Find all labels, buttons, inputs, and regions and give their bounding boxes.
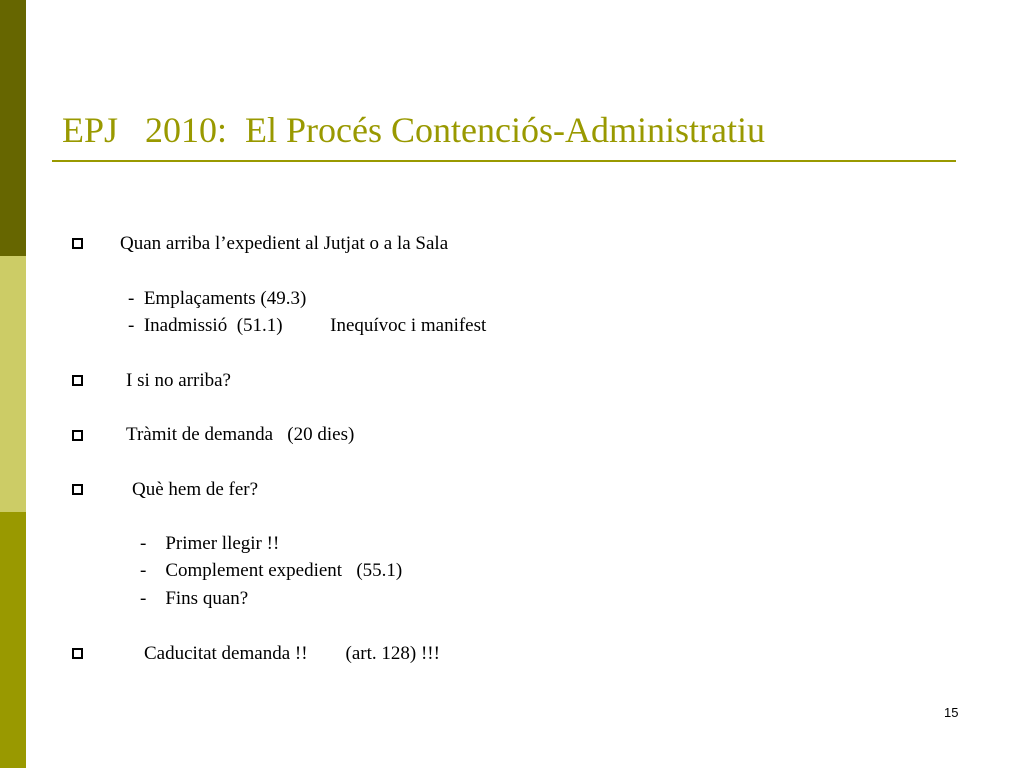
bullet-text: I si no arriba?: [126, 370, 231, 391]
bullet-square-icon: [72, 484, 83, 495]
bullet-square-icon: [72, 430, 83, 441]
bullet-text: Quan arriba l’expedient al Jutjat o a la Sala: [120, 233, 449, 254]
decorative-stripe-light: [0, 256, 26, 512]
bullet-text: Tràmit de demanda (20 dies): [126, 424, 355, 445]
slide-title: EPJ 2010: El Procés Contenciós-Administratiu: [62, 110, 765, 150]
page-number: 15: [944, 705, 959, 720]
decorative-stripe-olive: [0, 512, 26, 768]
bullet-text: Caducitat demanda !! (art. 128) !!!: [144, 643, 440, 664]
sub-item: - Primer llegir !!: [140, 533, 280, 554]
sub-item: - Complement expedient (55.1): [140, 560, 403, 581]
bullet-text: Què hem de fer?: [132, 479, 259, 500]
bullet-square-icon: [72, 375, 83, 386]
sub-item: - Emplaçaments (49.3): [128, 288, 307, 309]
sub-item: - Inadmissió (51.1) Inequívoc i manifest: [128, 315, 487, 336]
sub-item: - Fins quan?: [140, 588, 249, 609]
bullet-square-icon: [72, 238, 83, 249]
decorative-stripe-dark: [0, 0, 26, 256]
title-underline: [52, 160, 956, 162]
bullet-square-icon: [72, 648, 83, 659]
